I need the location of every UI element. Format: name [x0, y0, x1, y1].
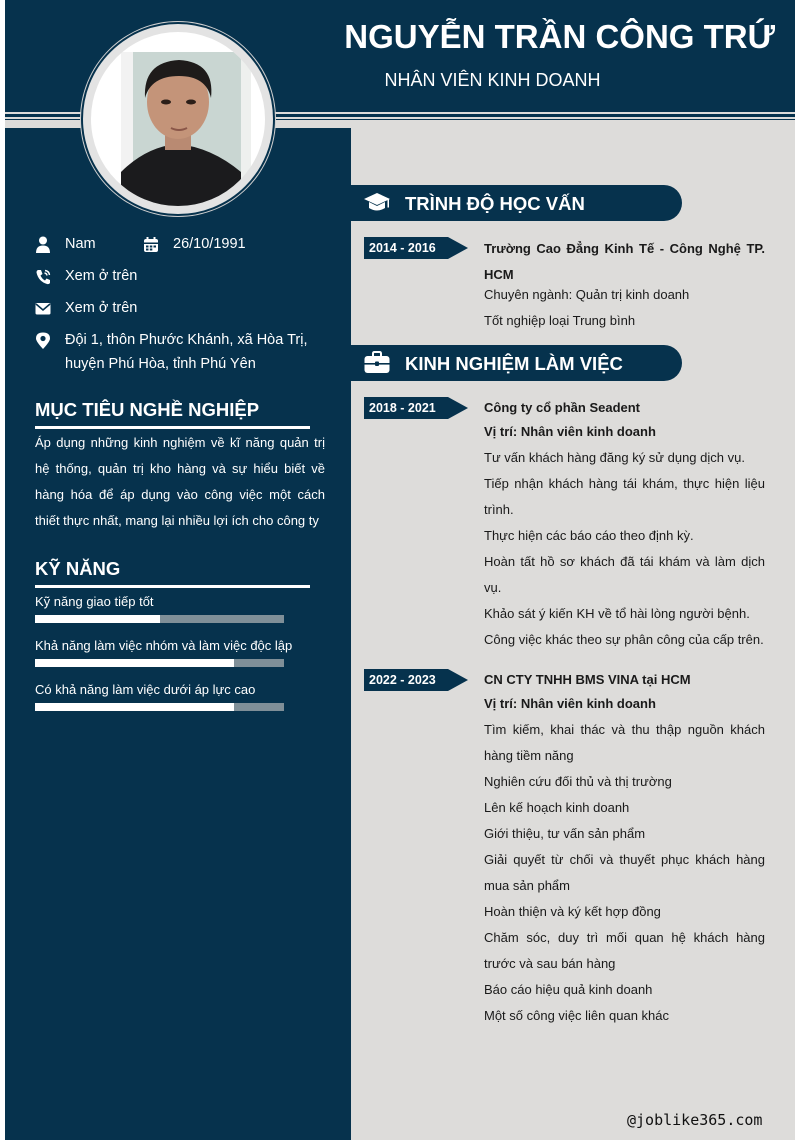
education-period: 2014 - 2016: [369, 241, 436, 255]
job-duty: Lên kế hoạch kinh doanh: [484, 800, 630, 815]
email-row: [35, 300, 235, 320]
job-duty: Thực hiện các báo cáo theo định kỳ.: [484, 528, 694, 543]
address-row: [35, 332, 335, 380]
job-title: NHÂN VIÊN KINH DOANH: [384, 70, 601, 90]
school-name: Trường Cao Đẳng Kinh Tế - Công Nghệ TP. HCM: [484, 241, 765, 282]
gender-value: Nam: [65, 236, 96, 252]
objective-rule: [35, 426, 310, 429]
birthdate-row: [143, 236, 283, 256]
job-duty: Báo cáo hiệu quả kinh doanh: [484, 982, 653, 997]
calendar-icon: [143, 236, 159, 254]
skill-bar-fill: [35, 659, 234, 667]
skill-label: Có khả năng làm việc dưới áp lực cao: [35, 682, 256, 697]
education-heading: TRÌNH ĐỘ HỌC VẤN: [405, 193, 585, 214]
experience-heading: KINH NGHIỆM LÀM VIỆC: [405, 353, 623, 374]
phone-value: Xem ở trên: [65, 268, 138, 284]
job-duty: Một số công việc liên quan khác: [484, 1008, 669, 1023]
envelope-icon: [35, 300, 51, 318]
graduation-cap-icon: [363, 190, 391, 216]
phone-icon: [35, 268, 51, 286]
profile-photo: [91, 32, 265, 206]
job-duty: Khảo sát ý kiến KH về tổ hài lòng người bệnh.: [484, 606, 750, 621]
skills-rule: [35, 585, 310, 588]
education-major: Chuyên ngành: Quản trị kinh doanh: [484, 287, 690, 302]
job-duty: Tìm kiếm, khai thác và thu thập nguồn khách hàng tiềm năng: [484, 722, 765, 763]
job-duty: Hoàn thiện và ký kết hợp đồng: [484, 904, 661, 919]
objective-heading: MỤC TIÊU NGHỀ NGHIỆP: [35, 399, 260, 420]
job-duty: Công việc khác theo sự phân công của cấp trên.: [484, 632, 764, 647]
job-period: 2022 - 2023: [369, 673, 436, 687]
job-duty: Giới thiệu, tư vấn sản phẩm: [484, 826, 646, 841]
skills-heading: KỸ NĂNG: [35, 558, 121, 579]
job-company: CN CTY TNHH BMS VINA tại HCM: [484, 672, 691, 687]
cv-page: [5, 0, 795, 1140]
skill-bar-fill: [35, 703, 234, 711]
briefcase-icon: [363, 350, 391, 376]
skill-bar: [35, 659, 284, 667]
profile-photo-frame: [81, 22, 275, 216]
birthdate-value: 26/10/1991: [173, 236, 246, 252]
job-duty: Tiếp nhận khách hàng tái khám, thực hiện liệu trình.: [484, 476, 765, 517]
phone-row: [35, 268, 235, 288]
education-banner: [351, 185, 682, 221]
job-period-tag: [364, 397, 468, 419]
address-line-1: Đội 1, thôn Phước Khánh, xã Hòa Trị,: [65, 332, 308, 348]
skill-bar-fill: [35, 615, 160, 623]
job-duty: Tư vấn khách hàng đăng ký sử dụng dịch vụ.: [484, 450, 745, 465]
skill-label: Kỹ năng giao tiếp tốt: [35, 594, 154, 609]
job-duty: Chăm sóc, duy trì mối quan hệ khách hàng trước và sau bán hàng: [484, 930, 765, 971]
experience-banner: [351, 345, 682, 381]
job-company: Công ty cổ phần Seadent: [484, 400, 641, 415]
skill-bar: [35, 703, 284, 711]
job-duty: Hoàn tất hồ sơ khách đã tái khám và làm dịch vụ.: [484, 554, 765, 595]
job-period: 2018 - 2021: [369, 401, 436, 415]
location-pin-icon: [35, 332, 51, 350]
email-value: Xem ở trên: [65, 300, 138, 316]
job-duty: Nghiên cứu đối thủ và thị trường: [484, 774, 672, 789]
address-text: [65, 328, 335, 376]
job-position: Vị trí: Nhân viên kinh doanh: [484, 424, 656, 439]
address-line-2: huyện Phú Hòa, tỉnh Phú Yên: [65, 356, 256, 372]
person-icon: [35, 236, 51, 254]
candidate-name: NGUYỄN TRẦN CÔNG TRỨ: [344, 18, 775, 55]
job-position: Vị trí: Nhân viên kinh doanh: [484, 696, 656, 711]
job-duty: Giải quyết từ chối và thuyết phục khách hàng mua sản phẩm: [484, 852, 765, 893]
skill-label: Khả năng làm việc nhóm và làm việc độc lập: [35, 638, 293, 653]
education-period-tag: [364, 237, 468, 259]
skill-bar: [35, 615, 284, 623]
objective-text: Áp dụng những kinh nghiệm về kĩ năng quản trị hệ thống, quản trị kho hàng và sự hiểu biết về hàng hóa để áp dụng vào công việc một cách thiết thực nhất, mang lại nhiều lợi ích cho công ty: [35, 435, 325, 528]
footer-watermark: @joblike365.com: [627, 1111, 763, 1129]
gender-row: [35, 236, 135, 256]
education-grade: Tốt nghiệp loại Trung bình: [484, 313, 636, 328]
job-period-tag: [364, 669, 468, 691]
